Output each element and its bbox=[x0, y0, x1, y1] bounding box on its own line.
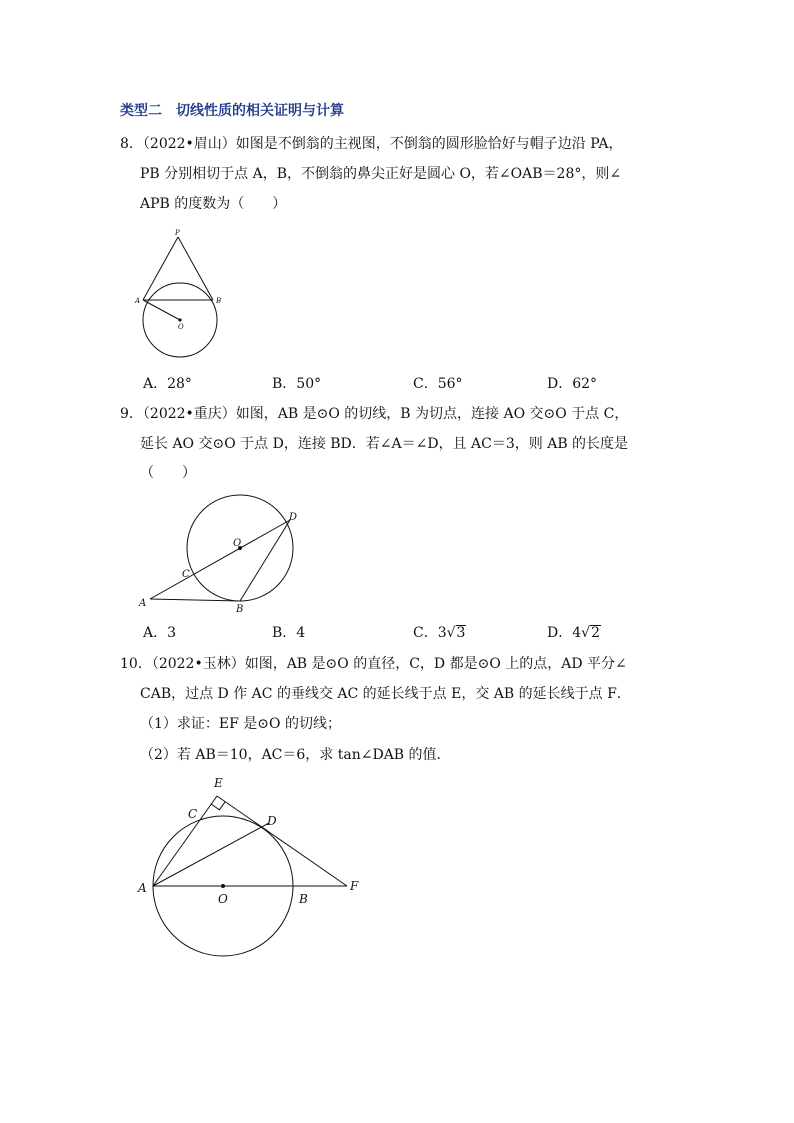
q8-segment-pb bbox=[178, 237, 213, 300]
q8-line-1: 8．（2022•眉山）如图是不倒翁的主视图，不倒翁的圆形脸恰好与帽子边沿 PA， bbox=[120, 136, 623, 152]
q9-line-2: 延长 AO 交⊙O 于点 D，连接 BD．若∠A＝∠D，且 AC＝3，则 AB 的长度是 bbox=[140, 436, 629, 452]
q9-figure bbox=[130, 490, 310, 620]
q10-line-3: （1）求证：EF 是⊙O 的切线； bbox=[140, 716, 341, 732]
q8-line-3: APB 的度数为（ ） bbox=[140, 196, 287, 212]
q8-figure bbox=[130, 225, 240, 365]
q9-label-a: A bbox=[139, 598, 147, 609]
q8-label-a: A bbox=[135, 297, 141, 305]
q8-option-a[interactable]: A．28° bbox=[143, 376, 192, 392]
q9-line-1: 9．（2022•重庆）如图，AB 是⊙O 的切线，B 为切点，连接 AO 交⊙O 于点 C， bbox=[120, 406, 629, 422]
q10-center-dot bbox=[221, 884, 225, 888]
q9-segment-bd bbox=[240, 520, 290, 601]
q9-option-d-radicand: 2 bbox=[591, 625, 600, 641]
q8-label-b: B bbox=[216, 297, 222, 305]
q10-label-e: E bbox=[214, 776, 223, 790]
q9-segment-ad bbox=[150, 520, 290, 599]
q10-label-d: D bbox=[267, 814, 277, 828]
q9-label-b: B bbox=[236, 604, 244, 615]
q10-line-4: （2）若 AB＝10，AC＝6，求 tan∠DAB 的值． bbox=[140, 747, 451, 763]
q9-label-o: O bbox=[233, 538, 242, 549]
q8-line-2: PB 分别相切于点 A，B，不倒翁的鼻尖正好是圆心 O，若∠OAB＝28°，则∠ bbox=[140, 166, 622, 182]
q9-label-c: C bbox=[182, 569, 190, 580]
q9-option-a[interactable]: A．3 bbox=[143, 625, 177, 641]
q10-label-b: B bbox=[299, 892, 308, 906]
q8-label-o: O bbox=[178, 323, 184, 331]
q10-label-c: C bbox=[188, 807, 198, 821]
q8-option-b[interactable]: B．50° bbox=[272, 376, 322, 392]
q9-option-c-radicand: 3 bbox=[456, 625, 466, 641]
q10-right-angle-mark bbox=[211, 802, 225, 810]
sqrt-icon: √ bbox=[581, 625, 591, 641]
q9-line-3: （ ） bbox=[140, 465, 196, 481]
q10-segment-ae bbox=[153, 796, 217, 886]
q8-segment-ao bbox=[143, 300, 180, 320]
sqrt-icon: √ bbox=[446, 625, 456, 641]
q10-figure bbox=[130, 770, 370, 960]
q8-center-dot bbox=[178, 318, 181, 321]
q10-line-2: CAB，过点 D 作 AC 的垂线交 AC 的延长线于点 E，交 AB 的延长线于点 F． bbox=[140, 686, 631, 702]
section-title: 类型二 切线性质的相关证明与计算 bbox=[120, 103, 344, 119]
q8-option-c[interactable]: C．56° bbox=[413, 376, 463, 392]
q9-option-d-prefix: D．4 bbox=[547, 625, 582, 641]
q9-label-d: D bbox=[289, 512, 298, 523]
q8-option-d[interactable]: D．62° bbox=[547, 376, 598, 392]
q10-label-o: O bbox=[218, 892, 228, 906]
q8-label-p: P bbox=[175, 229, 180, 237]
q9-option-b[interactable]: B．4 bbox=[272, 625, 306, 641]
q9-option-c-prefix: C．3 bbox=[413, 625, 447, 641]
q10-segment-ad bbox=[153, 823, 269, 886]
q10-label-a: A bbox=[138, 881, 147, 895]
q9-option-c[interactable] bbox=[413, 622, 466, 642]
q8-segment-pa bbox=[143, 237, 178, 300]
q10-line-1: 10．（2022•玉林）如图，AB 是⊙O 的直径，C，D 都是⊙O 上的点，AD 平分∠ bbox=[120, 656, 627, 672]
q10-label-f: F bbox=[350, 879, 359, 893]
q9-option-d[interactable] bbox=[547, 622, 601, 642]
